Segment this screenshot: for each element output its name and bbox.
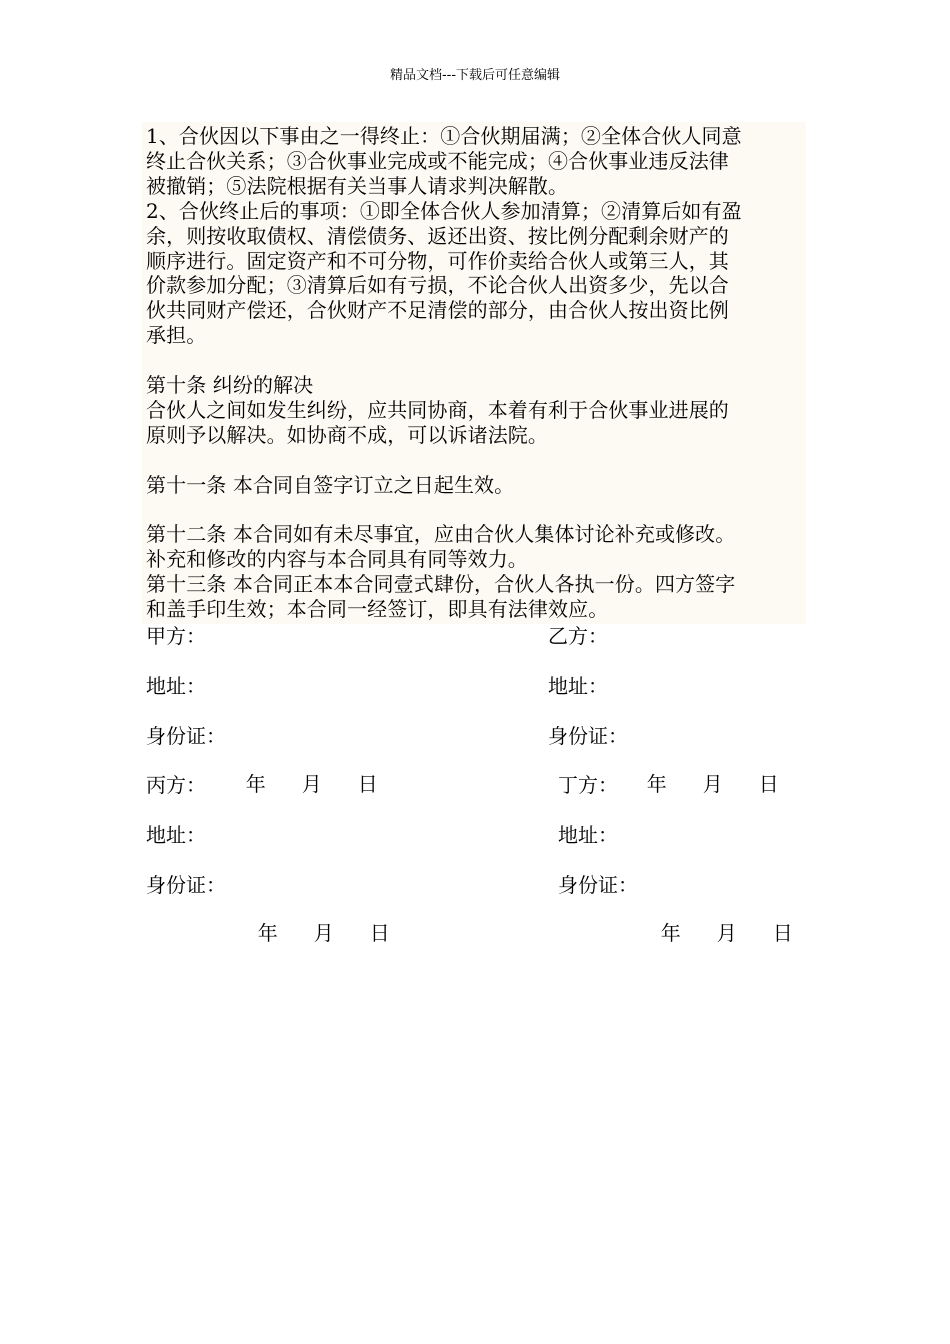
date-day: 日 bbox=[369, 921, 390, 945]
contract-body bbox=[146, 124, 810, 622]
party-a-id-label: 身份证： bbox=[146, 724, 226, 748]
blank-line bbox=[146, 448, 810, 473]
blank-line bbox=[146, 498, 810, 523]
date-year: 年 bbox=[245, 772, 266, 796]
article13-line-2: 和盖手印生效；本合同一经签订，即具有法律效应。 bbox=[146, 597, 609, 622]
party-b-date bbox=[634, 748, 815, 796]
termination-line-1: 1、合伙因以下事由之一得终止：①合伙期届满；②全体合伙人同意 bbox=[146, 124, 742, 148]
article10-line-2: 原则予以解决。如协商不成，可以诉诸法院。 bbox=[146, 422, 548, 447]
date-day: 日 bbox=[357, 772, 378, 796]
date-year: 年 bbox=[257, 921, 278, 945]
party-d-address-label: 地址： bbox=[558, 823, 618, 847]
blank-line bbox=[146, 348, 810, 373]
date-month: 月 bbox=[301, 772, 322, 796]
matters-line-6: 承担。 bbox=[146, 323, 207, 348]
article10-line-1: 合伙人之间如发生纠纷，应共同协商，本着有利于合伙事业进展的 bbox=[146, 397, 729, 422]
matters-line-1: 2、合伙终止后的事项：①即全体合伙人参加清算；②清算后如有盈 bbox=[146, 198, 742, 223]
party-c-label: 丙方： bbox=[146, 773, 206, 797]
party-d-id-label: 身份证： bbox=[558, 873, 638, 897]
party-b-label: 乙方： bbox=[548, 624, 608, 648]
article13-line-1: 第十三条 本合同正本本合同壹式肆份，合伙人各执一份。四方签字 bbox=[146, 572, 736, 597]
article11: 第十一条 本合同自签字订立之日起生效。 bbox=[146, 472, 515, 497]
termination-line-2: 终止合伙关系；③合伙事业完成或不能完成；④合伙事业违反法律 bbox=[146, 148, 729, 173]
party-a-label: 甲方： bbox=[146, 624, 206, 648]
date-month: 月 bbox=[702, 772, 723, 796]
party-a-address-label: 地址： bbox=[146, 674, 206, 698]
article12-line-1: 第十二条 本合同如有未尽事宜，应由合伙人集体讨论补充或修改。 bbox=[146, 522, 736, 547]
party-b-id-label: 身份证： bbox=[548, 724, 628, 748]
article10-title: 第十条 纠纷的解决 bbox=[146, 373, 314, 398]
article12-line-2: 补充和修改的内容与本合同具有同等效力。 bbox=[146, 547, 528, 572]
date-year: 年 bbox=[660, 921, 681, 945]
date-month: 月 bbox=[716, 921, 737, 945]
date-year: 年 bbox=[646, 772, 667, 796]
termination-line-3: 被撤销；⑤法院根据有关当事人请求判决解散。 bbox=[146, 173, 569, 198]
date-day: 日 bbox=[758, 772, 779, 796]
party-b-address-label: 地址： bbox=[548, 674, 608, 698]
date-day: 日 bbox=[772, 921, 793, 945]
party-a-date bbox=[233, 748, 414, 796]
matters-line-4: 价款参加分配；③清算后如有亏损，不论合伙人出资多少，先以合 bbox=[146, 273, 729, 298]
page-header: 精品文档---下载后可任意编辑 bbox=[389, 68, 561, 83]
party-d-date bbox=[648, 897, 829, 945]
date-month: 月 bbox=[313, 921, 334, 945]
party-c-id-label: 身份证： bbox=[146, 873, 226, 897]
party-c-address-label: 地址： bbox=[146, 823, 206, 847]
matters-line-3: 顺序进行。固定资产和不可分物，可作价卖给合伙人或第三人，其 bbox=[146, 248, 729, 273]
party-d-label: 丁方： bbox=[558, 773, 618, 797]
party-c-date bbox=[245, 897, 426, 945]
matters-line-2: 余，则按收取债权、清偿债务、返还出资、按比例分配剩余财产的 bbox=[146, 223, 729, 248]
matters-line-5: 伙共同财产偿还，合伙财产不足清偿的部分，由合伙人按出资比例 bbox=[146, 298, 729, 323]
